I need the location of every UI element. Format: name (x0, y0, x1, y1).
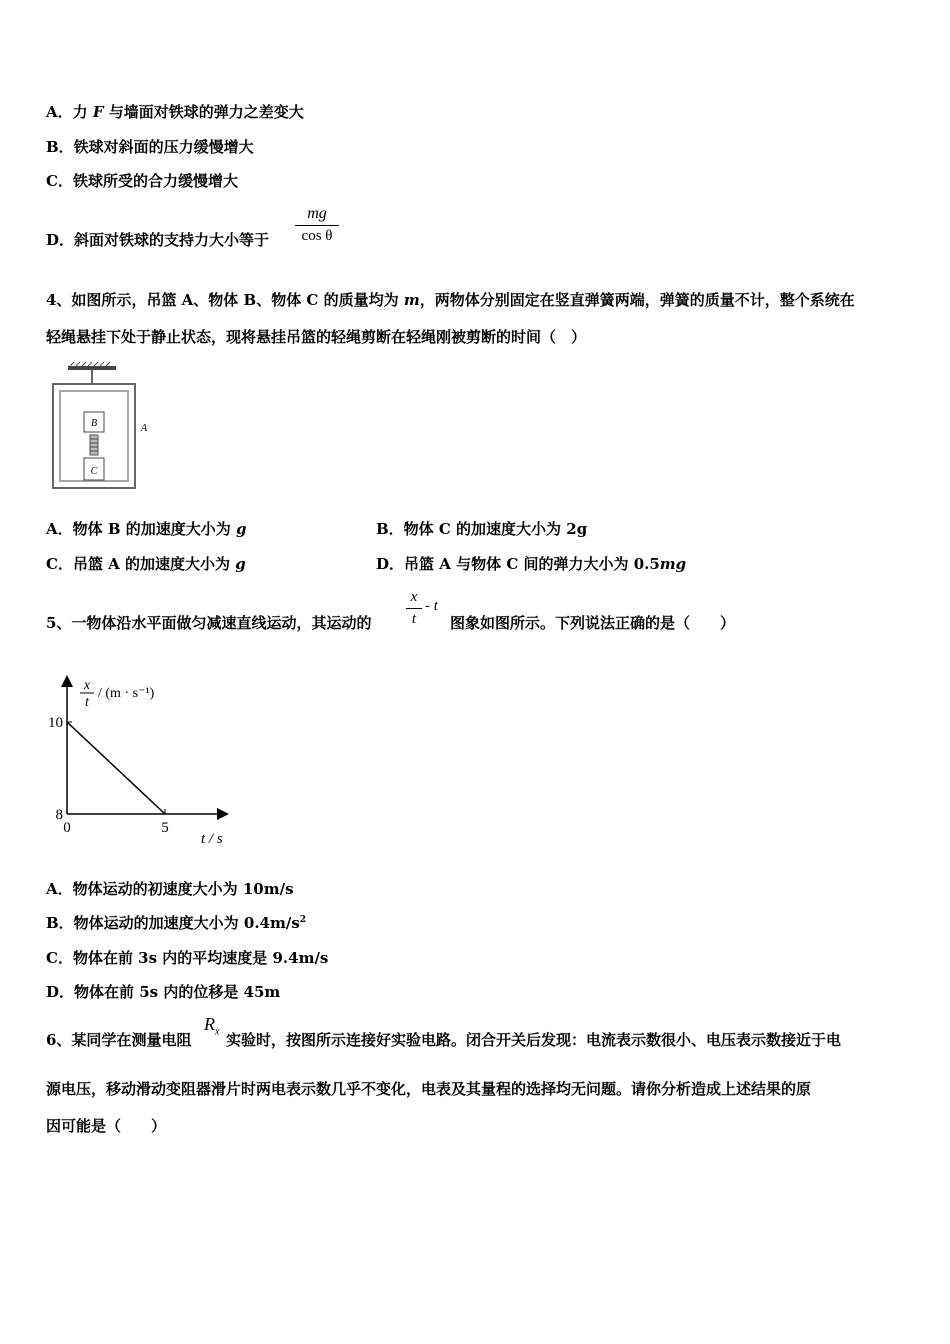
q5-stem (46, 612, 371, 633)
q3-option-c[interactable]: C．铁球所受的合力缓慢增大 (46, 172, 238, 190)
basket-a-label: A (140, 423, 148, 434)
q4-option-d-text: D．吊篮 A 与物体 C 间的弹力大小为 0.5 (376, 555, 660, 573)
ceiling-mount (68, 366, 116, 370)
fraction-bar (406, 608, 422, 609)
ceiling-hatch (70, 362, 110, 366)
resistor-var: R (204, 1014, 215, 1034)
q5-option-d[interactable]: D．物体在前 5s 内的位移是 45m (46, 983, 281, 1001)
spring (90, 435, 98, 455)
q6-stem-line1-post: 实验时，按图所示连接好实验电路。闭合开关后发现：电流表示数很小、电压表示数接近于电 (226, 1031, 842, 1049)
x-tick-label-5: 5 (161, 820, 169, 836)
q5-option-c[interactable]: C．物体在前 3s 内的平均速度是 9.4m/s (46, 949, 329, 967)
q3-option-d[interactable] (46, 229, 269, 250)
q3-option-d-fraction (295, 205, 339, 245)
fraction-denominator: cos θ (301, 228, 333, 244)
q5-option-a[interactable]: A．物体运动的初速度大小为 10m/s (46, 880, 294, 898)
q5-option-b[interactable] (46, 912, 306, 933)
q5-stem-pre: 5、一物体沿水平面做匀减速直线运动，其运动的 (46, 614, 372, 632)
y-tick-label-10: 10 (48, 715, 63, 731)
q4-option-c-text: C．吊篮 A 的加速度大小为 (46, 555, 236, 573)
block-c-label: C (90, 466, 98, 477)
q6-resistor-symbol (204, 1014, 219, 1038)
q5-stem-fraction (406, 589, 422, 628)
q3-option-a-rest: 与墙面对铁球的弹力之差变大 (103, 103, 304, 121)
q4-option-d[interactable] (376, 553, 686, 574)
q4-option-c-var: g (235, 555, 246, 573)
fraction-bar (295, 225, 339, 226)
q4-stem-post: ，两物体分别固定在竖直弹簧两端，弹簧的质量不计，整个系统在 (419, 291, 855, 309)
q4-option-a-text: A．物体 B 的加速度大小为 (46, 520, 236, 538)
q5-option-b-text: B．物体运动的加速度大小为 0.4m/s (46, 914, 300, 932)
q4-stem-line2: 轻绳悬挂下处于静止状态，现将悬挂吊篮的轻绳剪断在轻绳刚被剪断的时间（ ） (46, 328, 587, 346)
q4-option-c[interactable] (46, 553, 246, 574)
q4-option-b[interactable] (376, 518, 587, 539)
block-b-label: B (90, 418, 98, 429)
q4-basket-figure (48, 362, 158, 492)
q3-option-b[interactable]: B．铁球对斜面的压力缓慢增大 (46, 138, 254, 156)
q4-stem-pre: 4、如图所示，吊篮 A、物体 B、物体 C 的质量均为 (46, 291, 404, 309)
fraction-numerator: mg (307, 205, 327, 222)
fraction-numerator: x (410, 589, 418, 605)
q6-stem-line2: 源电压，移动滑动变阻器滑片时两电表示数几乎不变化，电表及其量程的选择均无问题。请你分析造成上述结果的原 (46, 1080, 812, 1098)
q4-option-b-text: B．物体 C 的加速度大小为 2g (376, 520, 588, 538)
q6-stem-line3: 因可能是（ ） (46, 1117, 167, 1135)
q3-option-d-text: D．斜面对铁球的支持力大小等于 (46, 231, 270, 249)
resistor-subscript: x (215, 1026, 220, 1038)
x-tick-label-0: 0 (63, 820, 71, 836)
y-axis-label-denominator: t (85, 695, 89, 710)
y-axis-label-numerator: x (83, 678, 91, 693)
q5-xt-graph (30, 668, 250, 853)
y-tick-label-8: 8 (55, 807, 63, 823)
q5-option-b-exponent: 2 (299, 915, 307, 925)
x-axis-label: t / s (201, 831, 223, 847)
y-axis-label-unit: / (m · s⁻¹) (98, 686, 155, 701)
q4-option-d-var: mg (659, 555, 687, 573)
fraction-denominator: t (411, 611, 417, 627)
q4-option-a[interactable] (46, 518, 246, 539)
q4-option-a-var: g (235, 520, 247, 538)
q6-stem-line1-pre: 6、某同学在测量电阻 (46, 1031, 192, 1049)
q3-option-a[interactable] (46, 101, 304, 122)
q5-stem-t: - t (425, 598, 438, 614)
data-series-line (67, 722, 165, 814)
q5-stem-post: 图象如图所示。下列说法正确的是（ ） (450, 614, 736, 632)
q4-stem-var: m (403, 291, 420, 309)
q3-option-a-var: F (92, 103, 104, 121)
q4-stem-line1 (46, 289, 855, 310)
q3-option-a-prefix: A．力 (46, 103, 93, 121)
